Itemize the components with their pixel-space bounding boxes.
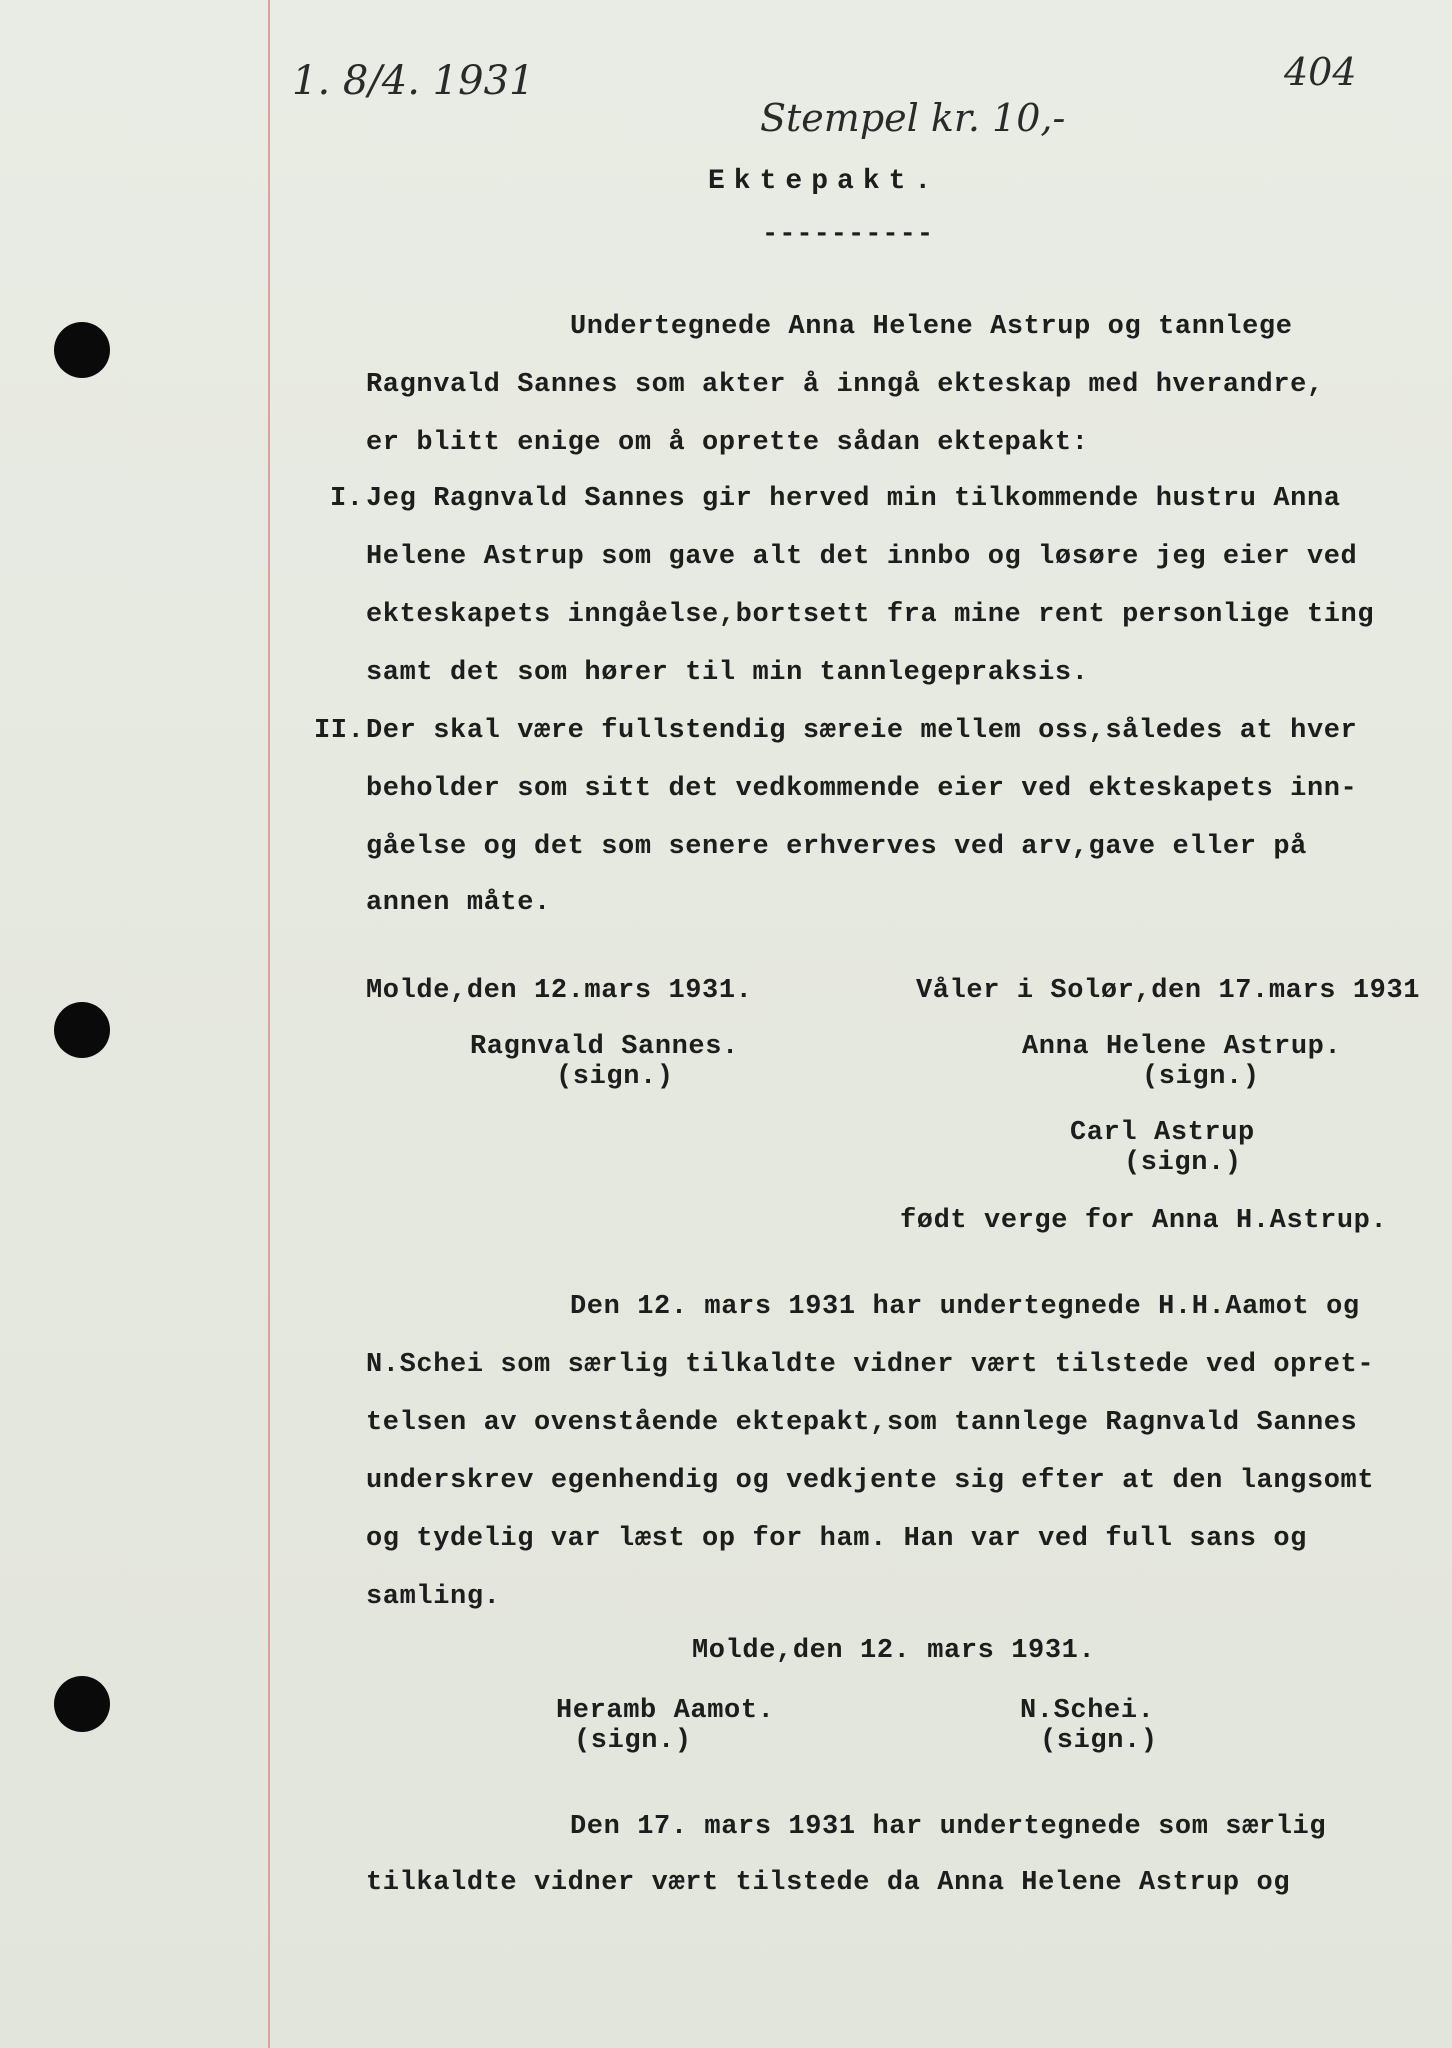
clause-1-line-4: samt det som hører til min tannlegepraksis. [366, 658, 1089, 688]
clause-1-number: I. [330, 484, 364, 514]
signing-2-right-sign: (sign.) [1040, 1726, 1158, 1756]
witness-2-line-2: tilkaldte vidner vært tilstede da Anna Helene Astrup og [366, 1868, 1291, 1898]
witness-1-line-5: og tydelig var læst op for ham. Han var ved full sans og [366, 1524, 1307, 1554]
intro-line-1: Undertegnede Anna Helene Astrup og tannlege [570, 312, 1293, 342]
guardian-role: født verge for Anna H.Astrup. [900, 1206, 1388, 1236]
punch-hole-middle [54, 1002, 110, 1058]
clause-2-number: II. [314, 716, 365, 746]
intro-line-3: er blitt enige om å oprette sådan ektepakt: [366, 428, 1089, 458]
handwritten-date-note: 1. 8/4. 1931 [292, 58, 535, 104]
title-underline: ---------- [762, 220, 935, 250]
signing-1-left-place-date: Molde,den 12.mars 1931. [366, 976, 753, 1006]
witness-1-line-2: N.Schei som særlig tilkaldte vidner vært tilstede ved opret- [366, 1350, 1375, 1380]
signing-2-right-name: N.Schei. [1020, 1696, 1155, 1726]
guardian-name: Carl Astrup [1070, 1118, 1255, 1148]
signing-1-right-place-date: Våler i Solør,den 17.mars 1931 [916, 976, 1421, 1006]
clause-1-line-2: Helene Astrup som gave alt det innbo og løsøre jeg eier ved [366, 542, 1358, 572]
handwritten-stamp-note: Stempel kr. 10,- [760, 96, 1066, 140]
witness-2-line-1: Den 17. mars 1931 har undertegnede som særlig [570, 1812, 1327, 1842]
margin-rule [268, 0, 270, 2048]
document-title: Ektepakt. [708, 166, 941, 197]
clause-2-line-2: beholder som sitt det vedkommende eier ved ekteskapets inn- [366, 774, 1358, 804]
clause-1-line-3: ekteskapets inngåelse,bortsett fra mine rent personlige ting [366, 600, 1375, 630]
signing-2-left-name: Heramb Aamot. [556, 1696, 775, 1726]
clause-1-line-1: Jeg Ragnvald Sannes gir herved min tilkommende hustru Anna [366, 484, 1341, 514]
signing-2-left-sign: (sign.) [574, 1726, 692, 1756]
witness-1-line-6: samling. [366, 1582, 501, 1612]
signing-2-place-date: Molde,den 12. mars 1931. [692, 1636, 1096, 1666]
signing-1-right-name: Anna Helene Astrup. [1022, 1032, 1342, 1062]
witness-1-line-3: telsen av ovenstående ektepakt,som tannlege Ragnvald Sannes [366, 1408, 1358, 1438]
intro-line-2: Ragnvald Sannes som akter å inngå ekteskap med hverandre, [366, 370, 1324, 400]
witness-1-line-1: Den 12. mars 1931 har undertegnede H.H.Aamot og [570, 1292, 1360, 1322]
witness-1-line-4: underskrev egenhendig og vedkjente sig efter at den langsomt [366, 1466, 1375, 1496]
page-number: 404 [1284, 50, 1357, 94]
clause-2-line-4: annen måte. [366, 888, 551, 918]
punch-hole-top [54, 322, 110, 378]
signing-1-left-name: Ragnvald Sannes. [470, 1032, 739, 1062]
signing-1-left-sign: (sign.) [556, 1062, 674, 1092]
clause-2-line-1: Der skal være fullstendig særeie mellem oss,således at hver [366, 716, 1358, 746]
clause-2-line-3: gåelse og det som senere erhverves ved arv,gave eller på [366, 832, 1307, 862]
signing-1-right-sign: (sign.) [1142, 1062, 1260, 1092]
punch-hole-bottom [54, 1676, 110, 1732]
guardian-sign: (sign.) [1124, 1148, 1242, 1178]
